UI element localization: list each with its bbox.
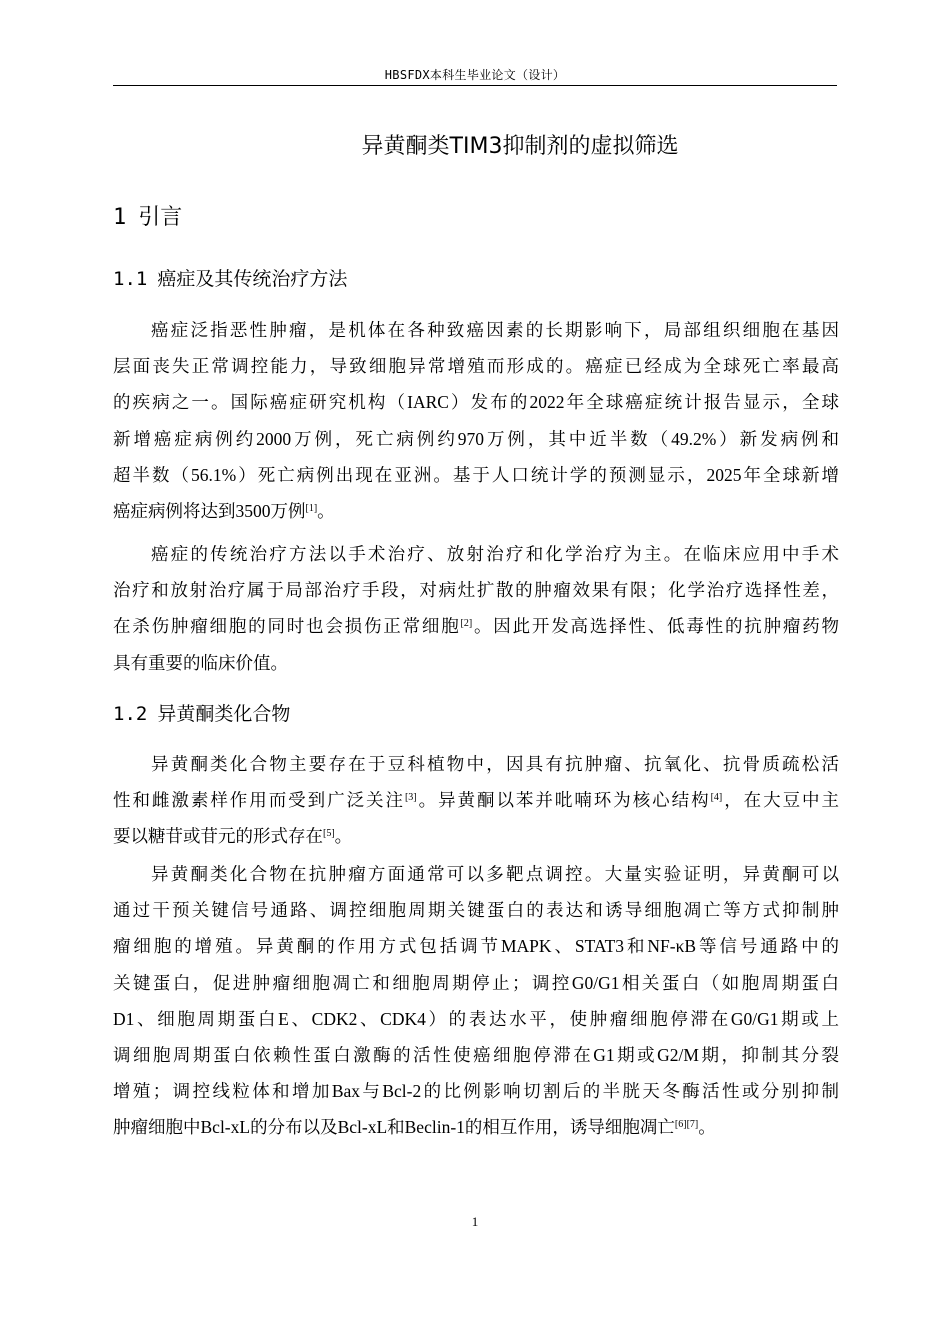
text-segment: 癌症病例将达到3500万例 — [113, 501, 306, 522]
citation: [1] — [305, 503, 318, 515]
text-segment: 。 — [317, 501, 335, 522]
text-line — [113, 493, 839, 529]
text-segment: 肿瘤细胞中Bcl-xL的分布以及Bcl-xL和Beclin-1的相互作用，诱导细胞凋亡 — [113, 1117, 675, 1138]
section-heading-1 — [113, 203, 182, 233]
header-rule — [113, 85, 837, 86]
text-line — [113, 1109, 839, 1145]
section-heading-1-2 — [113, 700, 290, 728]
text-line: 调细胞周期蛋白依赖性蛋白激酶的活性使癌细胞停滞在G1期或G2/M期，抑制其分裂 — [113, 1045, 839, 1066]
section-title: 癌症及其传统治疗方法 — [157, 268, 348, 290]
text-line — [113, 818, 839, 854]
text-line: 治疗和放射治疗属于局部治疗手段，对病灶扩散的肿瘤效果有限；化学治疗选择性差， — [113, 580, 839, 601]
text-segment: 。因此开发高选择性、低毒性的抗肿瘤药物 — [472, 616, 840, 637]
page-number: 1 — [471, 1214, 479, 1229]
text-segment: 。 — [698, 1117, 716, 1138]
text-line — [113, 608, 839, 644]
document-title: 异黄酮类TIM3抑制剂的虚拟筛选 — [361, 134, 679, 159]
section-title: 引言 — [138, 205, 183, 230]
section-title: 异黄酮类化合物 — [157, 703, 291, 725]
citation: [5] — [323, 828, 335, 840]
paragraph-isoflavone-antitumor — [113, 856, 839, 1146]
text-line: 超半数（56.1%）死亡病例出现在亚洲。基于人口统计学的预测显示，2025年全球新增 — [113, 464, 839, 485]
text-line: 层面丧失正常调控能力，导致细胞异常增殖而形成的。癌症已经成为全球死亡率最高 — [113, 356, 839, 377]
text-line: 的疾病之一。国际癌症研究机构（IARC）发布的2022年全球癌症统计报告显示，全球 — [113, 392, 839, 413]
citation: [2] — [460, 618, 473, 630]
text-segment: 性和雌激素样作用而受到广泛关注 — [113, 790, 405, 811]
paragraph-isoflavone-overview — [113, 746, 839, 855]
text-segment: ，在大豆中主 — [722, 790, 840, 811]
citation: [3] — [404, 792, 417, 804]
text-line: 瘤细胞的增殖。异黄酮的作用方式包括调节MAPK、STAT3和NF-κB等信号通路中的 — [113, 936, 839, 957]
paragraph-traditional-therapy — [113, 536, 839, 681]
text-segment: 。 — [334, 826, 353, 847]
text-segment: 在杀伤肿瘤细胞的同时也会损伤正常细胞 — [113, 616, 461, 637]
citation: [6][7] — [674, 1119, 699, 1131]
paragraph-cancer-overview — [113, 312, 839, 529]
text-line: 新增癌症病例约2000万例，死亡病例约970万例，其中近半数（49.2%）新发病例和 — [113, 428, 839, 449]
text-line: 通过干预关键信号通路、调控细胞周期关键蛋白的表达和诱导细胞凋亡等方式抑制肿 — [113, 900, 839, 921]
text-line: 癌症泛指恶性肿瘤，是机体在各种致癌因素的长期影响下，局部组织细胞在基因 — [151, 320, 839, 340]
citation: [4] — [710, 792, 723, 804]
text-line: 异黄酮类化合物主要存在于豆科植物中，因具有抗肿瘤、抗氧化、抗骨质疏松活 — [151, 754, 839, 774]
text-line: 具有重要的临床价值。 — [113, 652, 288, 673]
section-number: 1.2 — [113, 703, 148, 725]
text-line: 癌症的传统治疗方法以手术治疗、放射治疗和化学治疗为主。在临床应用中手术 — [151, 544, 839, 564]
section-number: 1 — [113, 205, 127, 230]
section-number: 1.1 — [113, 268, 148, 290]
text-line: 增殖；调控线粒体和增加Bax与Bcl-2的比例影响切割后的半胱天冬酶活性或分别抑制 — [113, 1081, 839, 1102]
text-line: 关键蛋白，促进肿瘤细胞凋亡和细胞周期停止；调控G0/G1相关蛋白（如胞周期蛋白 — [113, 972, 839, 993]
running-header: HBSFDX本科生毕业论文（设计） — [384, 68, 566, 82]
text-segment: 要以糖苷或苷元的形式存在 — [113, 826, 323, 847]
text-line: D1、细胞周期蛋白E、CDK2、CDK4）的表达水平，使肿瘤细胞停滞在G0/G1期或上 — [113, 1008, 839, 1029]
text-line: 异黄酮类化合物在抗肿瘤方面通常可以多靶点调控。大量实验证明，异黄酮可以 — [151, 864, 839, 884]
text-segment: 。异黄酮以苯并吡喃环为核心结构 — [416, 790, 711, 811]
text-line — [113, 782, 839, 818]
section-heading-1-1 — [113, 265, 347, 293]
